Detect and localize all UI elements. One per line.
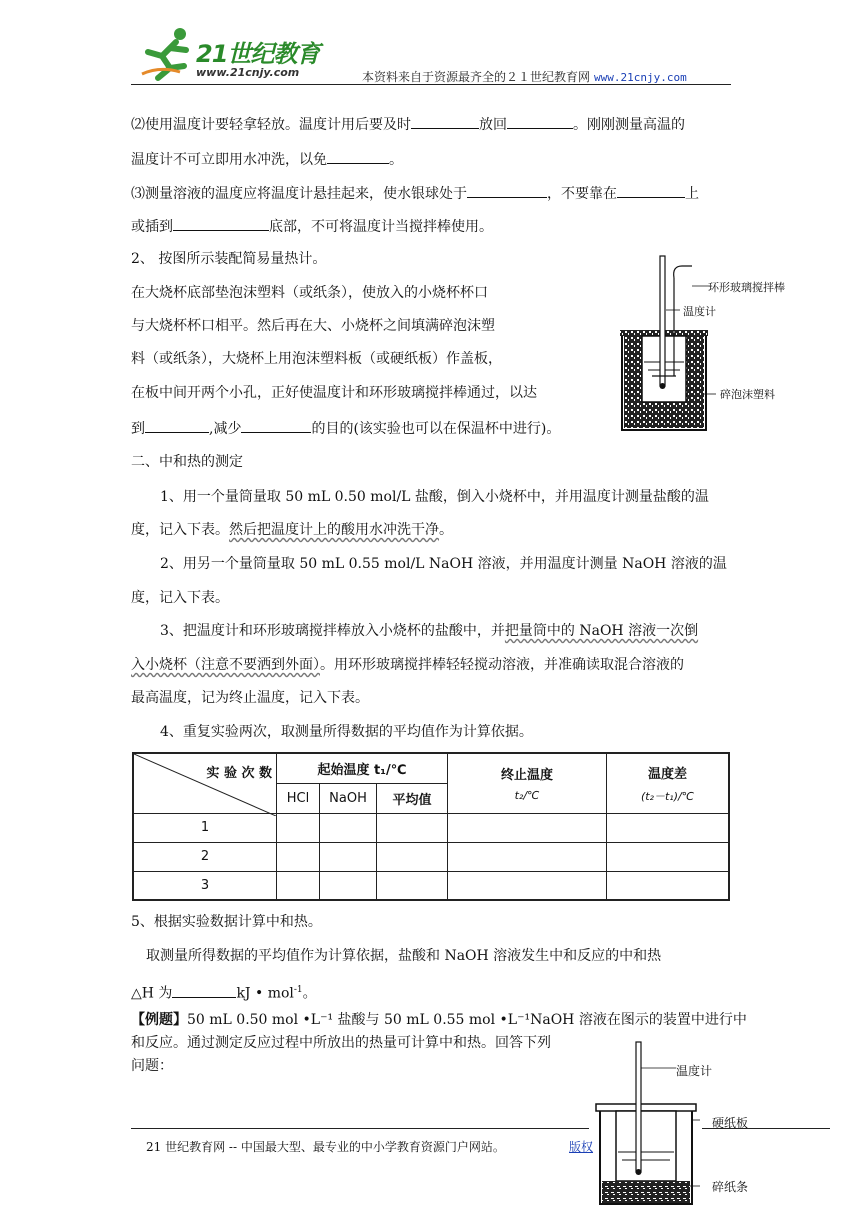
label-thermometer-2: 温度计 [676,1064,713,1078]
cell[interactable] [277,813,320,842]
cell[interactable] [277,871,320,900]
cell[interactable] [377,813,448,842]
example-line1 [131,1010,747,1030]
fill-blank[interactable] [172,982,236,998]
header-temp-diff [607,753,730,813]
header-source [362,68,687,85]
text: 。 [439,522,453,538]
text: 温度计不可立即用水冲洗，以免 [131,152,327,168]
text: 放回 [479,117,507,133]
step-4: 4、重复实验两次，取测量所得数据的平均值作为计算依据。 [160,724,533,740]
para-3-line2 [131,215,493,237]
fill-blank[interactable] [173,215,269,231]
step-2-line1: 2、用另一个量筒量取 50 mL 0.55 mol/L NaOH 溶液，并用温度计测量 NaOH 溶液的温 [160,556,727,572]
superscript: -1 [293,985,303,995]
header-start-temp: 起始温度 t₁/℃ [277,753,448,783]
text: 上 [685,186,699,202]
section-2-text: 在板中间开两个小孔，正好使温度计和环形玻璃搅拌棒通过，以达 [131,385,537,401]
text: 50 mL 0.50 mol •L⁻¹ 盐酸与 50 mL 0.55 mol •L⁻¹NaOH 溶液在图示的装置中进行中 [187,1012,747,1028]
data-table [132,752,730,901]
header-source-link[interactable]: www.21cnjy.com [594,71,687,84]
logo-title: 21世纪教育 [196,40,320,68]
text: 的目的(该实验也可以在保温杯中进行)。 [311,421,561,437]
logo-url: www.21cnjy.com [196,66,300,79]
fill-blank[interactable] [241,417,311,433]
section-2-text: 料（或纸条），大烧杯上用泡沫塑料板（或硬纸板）作盖板， [131,351,502,367]
calorimeter-diagram-icon [612,252,716,436]
cell[interactable] [448,842,607,871]
text: ⑶测量溶液的温度应将温度计悬挂起来，使水银球处于 [131,186,467,202]
step-5-text: 取测量所得数据的平均值作为计算依据，盐酸和 NaOH 溶液发生中和反应的中和热 [146,948,662,964]
fill-blank[interactable] [145,417,209,433]
text: 。 [302,985,317,1002]
para-2-line1 [131,113,685,135]
header-avg: 平均值 [377,783,448,813]
header-end-temp [448,753,607,813]
cell[interactable] [320,813,377,842]
fill-blank[interactable] [411,113,479,129]
cell[interactable] [377,871,448,900]
row-number: 1 [133,813,277,842]
header-rule [131,84,731,85]
cell[interactable] [320,871,377,900]
label-foam: 碎泡沫塑料 [720,388,775,401]
runner-logo-icon [140,26,200,82]
fill-blank[interactable] [327,148,389,164]
text: 度，记入下表。 [131,522,229,538]
cell[interactable] [607,871,730,900]
para-3-line1 [131,182,699,204]
label-board: 硬纸板 [712,1116,749,1130]
text: kJ • mol [236,985,294,1002]
label-thermometer: 温度计 [683,305,716,318]
header-temp-diff-title: 温度差 [647,766,687,782]
cell[interactable] [607,842,730,871]
emphasis-text: 然后把温度计上的酸用水冲洗干净 [229,522,439,538]
header-temp-diff-unit: (t₂－t₁)/℃ [640,789,695,803]
text: 底部，不可将温度计当搅拌棒使用。 [269,219,493,235]
cell[interactable] [277,842,320,871]
fill-blank[interactable] [467,182,547,198]
text: 。 [389,152,403,168]
step-3-line1 [160,621,698,641]
table-corner-label: 实 验 次 数 [206,766,272,781]
example-line3: 问题： [131,1058,173,1074]
table-row [133,871,729,900]
section-3-heading: 二、中和热的测定 [131,454,243,470]
cell[interactable] [377,842,448,871]
section-2-text: 在大烧杯底部垫泡沫塑料（或纸条），使放入的小烧杯杯口 [131,285,488,301]
step-2-line2: 度，记入下表。 [131,590,229,606]
text: 到 [131,421,145,437]
cell[interactable] [448,813,607,842]
label-stirrer: 环形玻璃搅拌棒 [708,281,785,294]
row-number: 2 [133,842,277,871]
table-row [133,813,729,842]
header-hcl: HCl [277,783,320,813]
fill-blank[interactable] [507,113,573,129]
cell[interactable] [448,871,607,900]
emphasis-text: 把量筒中的 NaOH 溶液一次倒 [504,623,699,639]
step-5-answer-line [131,980,317,1004]
step-5-heading: 5、根据实验数据计算中和热。 [131,914,322,930]
text: ⑵使用温度计要轻拿轻放。温度计用后要及时 [131,117,411,133]
table-row [133,842,729,871]
header-source-text: 本资料来自于资源最齐全的２１世纪教育网 [362,70,591,84]
cell[interactable] [607,813,730,842]
text: ,减少 [209,421,242,437]
section-2-line5 [131,417,560,439]
para-2-line2 [131,148,403,170]
text: 3、把温度计和环形玻璃搅拌棒放入小烧杯的盐酸中，并 [160,623,505,639]
footer-copyright-link[interactable]: 版权 [569,1140,594,1154]
section-2-text: 与大烧杯杯口相平。然后再在大、小烧杯之间填满碎泡沫塑 [131,318,495,334]
header-naoh: NaOH [320,783,377,813]
footer-text: 21 世纪教育网 -- 中国最大型、最专业的中小学教育资源门户网站。 [146,1140,505,1154]
text: 或插到 [131,219,173,235]
step-1-line2 [131,520,453,540]
step-3-line3: 最高温度，记为终止温度，记入下表。 [131,690,369,706]
text: ，不要靠在 [547,186,617,202]
row-number: 3 [133,871,277,900]
text: △H 为 [131,985,173,1002]
step-3-line2 [131,655,684,675]
section-2-heading: 2、 按图所示装配简易量热计。 [131,251,327,267]
label-paper-strips: 碎纸条 [712,1180,749,1194]
footer-rule-right [702,1128,830,1129]
header-end-temp-unit: t₂/℃ [514,789,540,803]
cell[interactable] [320,842,377,871]
step-1-line1: 1、用一个量筒量取 50 mL 0.50 mol/L 盐酸，倒入小烧杯中，并用温度计测量盐酸的温 [160,489,709,505]
fill-blank[interactable] [617,182,685,198]
example-line2: 和反应。通过测定反应过程中所放出的热量可计算中和热。回答下列 [131,1035,551,1051]
example-tag: 【例题】 [131,1012,187,1028]
emphasis-text: 入小烧杯（注意不要洒到外面） [131,657,320,673]
footer-rule [131,1128,589,1129]
text: 。刚刚测量高温的 [573,117,685,133]
table-corner-cell [133,753,277,813]
header-end-temp-title: 终止温度 [500,768,553,784]
text: 。用环形玻璃搅拌棒轻轻搅动溶液，并准确读取混合溶液的 [320,657,684,673]
